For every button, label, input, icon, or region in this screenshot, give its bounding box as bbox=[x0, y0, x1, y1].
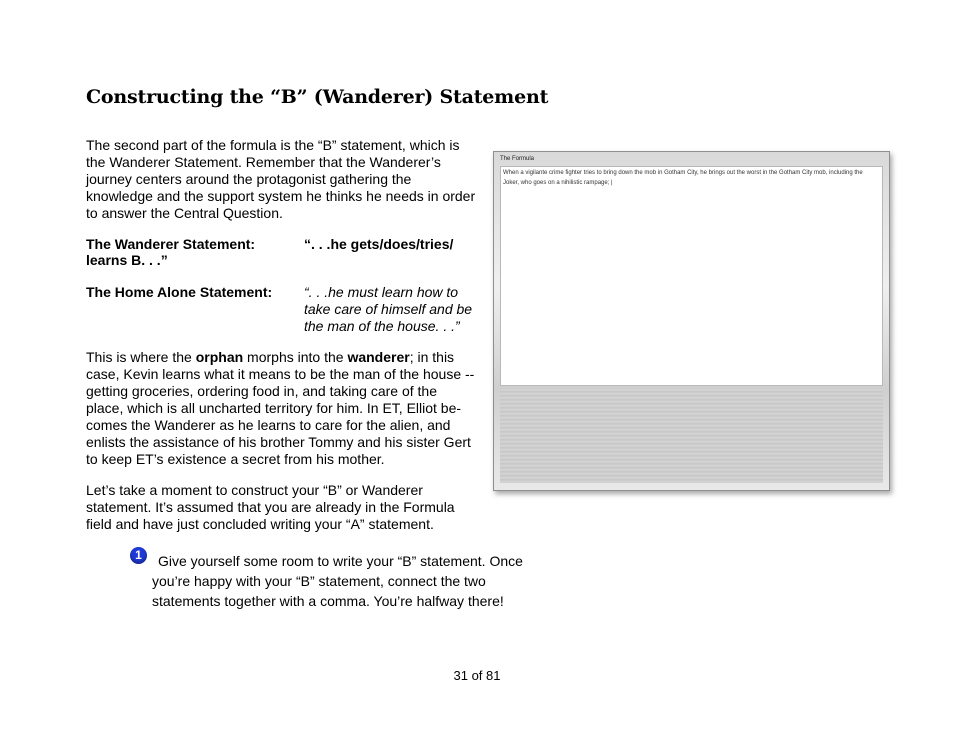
formula-window-screenshot bbox=[493, 151, 890, 491]
page-number: 31 of 81 bbox=[453, 668, 501, 683]
wanderer-statement-label: The Wanderer Statement: bbox=[86, 236, 256, 252]
wanderer-statement-value-cont: learns B. . .” bbox=[86, 252, 168, 268]
window-lower-panel bbox=[500, 388, 883, 483]
formula-text-field[interactable]: When a vigilante crime fighter tries to bring down the mob in Gotham City, he brings out the worst in the Gotham City mob, including the Joker, who goes on a nihilistic rampage; | bbox=[500, 166, 883, 386]
step-instruction: Give yourself some room to write your “B” statement. Once you’re happy with your “B” statement, connect the two statements together with a comma. You’re halfway there! bbox=[152, 553, 523, 609]
page-title: Constructing the “B” (Wanderer) Statement bbox=[86, 86, 549, 108]
intro-paragraph: The second part of the formula is the “B” statement, which is the Wanderer Statement. Remember that the Wanderer’s journey centers around the protagonist gathering the knowledge and the support system he thinks he needs in order to answer the Central Question. bbox=[86, 137, 476, 221]
orphan-wanderer-paragraph: This is where the orphan morphs into the wanderer; in this case, Kevin learns what it means to be the man of the house -- getting groceries, ordering food in, and taking care of the place, which is all uncharted territory for him. In ET, Elliot be-comes the Wanderer as he learns to care for the alien, and enlists the assistance of his brother Tommy and his sister Gert to keep ET’s existence a secret from his mother. bbox=[86, 349, 475, 467]
step-number-badge: 1 bbox=[130, 547, 147, 564]
construct-paragraph: Let’s take a moment to construct your “B” or Wanderer statement. It’s assumed that you are already in the Formula field and have just concluded writing your “A” statement. bbox=[86, 482, 455, 532]
wanderer-statement-value: “. . .he gets/does/tries/ bbox=[304, 236, 454, 252]
formula-field-label: The Formula bbox=[500, 156, 535, 162]
home-alone-statement-label: The Home Alone Statement: bbox=[86, 284, 273, 300]
home-alone-statement-value: “. . .he must learn how to take care of himself and be the man of the house. . .” bbox=[304, 284, 473, 334]
